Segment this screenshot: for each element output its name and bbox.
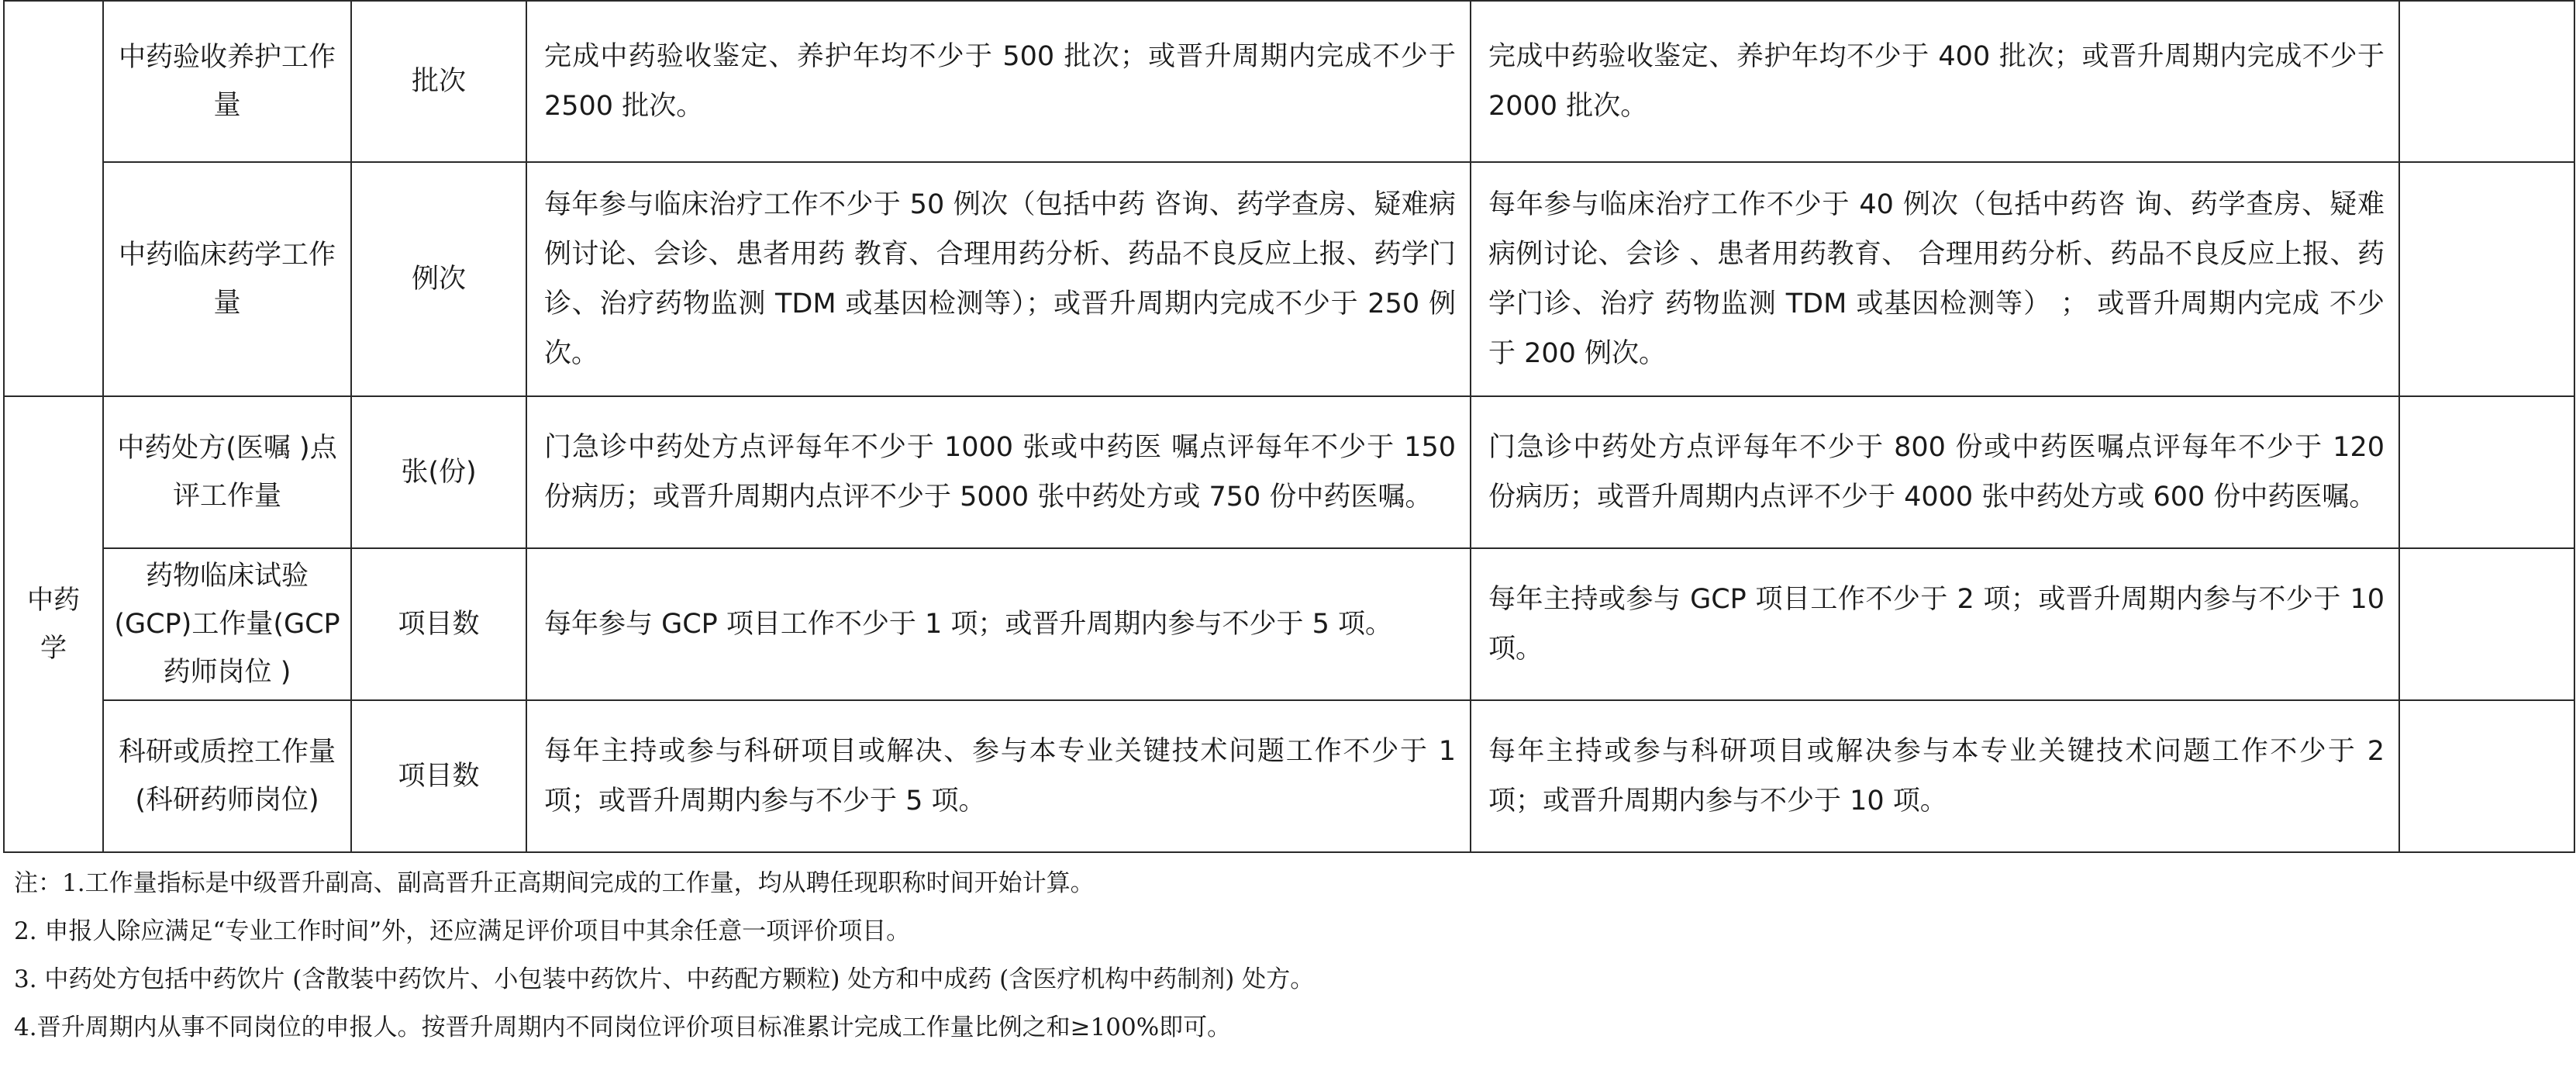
deputy-requirement-cell: 每年参与临床治疗工作不少于 40 例次（包括中药咨 询、药学查房、疑难病例讨论、会诊 、患者用药教育、 合理用药分析、药品不良反应上报、药学门诊、治疗 药物监测 TDM 或基因检测等） ； 或晋升周期内完成 不少于 200 例次。 bbox=[1471, 162, 2399, 396]
senior-requirement-cell: 每年参与 GCP 项目工作不少于 1 项；或晋升周期内参与不少于 5 项。 bbox=[526, 548, 1471, 700]
deputy-requirement-cell: 每年主持或参与 GCP 项目工作不少于 2 项；或晋升周期内参与不少于 10 项。 bbox=[1471, 548, 2399, 700]
senior-requirement-cell: 每年主持或参与科研项目或解决、参与本专业关键技术问题工作不少于 1 项；或晋升周期内参与不少于 5 项。 bbox=[526, 700, 1471, 852]
footnote-1: 注：1.工作量指标是中级晋升副高、副高晋升正高期间完成的工作量，均从聘任现职称时间开始计算。 bbox=[14, 869, 1095, 897]
remark-cell bbox=[2399, 396, 2574, 548]
item-cell: 中药处方(医嘱 )点评工作量 bbox=[103, 396, 351, 548]
footnote-2: 2. 申报人除应满足“专业工作时间”外，还应满足评价项目中其余任意一项评价项目。 bbox=[14, 917, 911, 945]
item-cell: 药物临床试验(GCP)工作量(GCP 药师岗位 ) bbox=[103, 548, 351, 700]
deputy-requirement-cell: 每年主持或参与科研项目或解决参与本专业关键技术问题工作不少于 2 项；或晋升周期内参与不少于 10 项。 bbox=[1471, 700, 2399, 852]
item-cell: 中药临床药学工作量 bbox=[103, 162, 351, 396]
footnote-3: 3. 中药处方包括中药饮片 (含散装中药饮片、小包装中药饮片、中药配方颗粒) 处方和中成药 (含医疗机构中药制剂) 处方。 bbox=[14, 965, 1315, 993]
senior-requirement-cell: 门急诊中药处方点评每年不少于 1000 张或中药医 嘱点评每年不少于 150 份病历；或晋升周期内点评不少于 5000 张中药处方或 750 份中药医嘱。 bbox=[526, 396, 1471, 548]
table-row bbox=[4, 396, 2574, 548]
unit-cell: 批次 bbox=[351, 1, 526, 162]
unit-cell: 例次 bbox=[351, 162, 526, 396]
item-cell: 中药验收养护工作量 bbox=[103, 1, 351, 162]
category-label: 中药学 bbox=[27, 585, 80, 664]
unit-cell: 项目数 bbox=[351, 548, 526, 700]
remark-cell bbox=[2399, 162, 2574, 396]
unit-cell: 张(份) bbox=[351, 396, 526, 548]
deputy-requirement-cell: 完成中药验收鉴定、养护年均不少于 400 批次；或晋升周期内完成不少于 2000 批次。 bbox=[1471, 1, 2399, 162]
workload-table bbox=[3, 0, 2575, 853]
remark-cell bbox=[2399, 1, 2574, 162]
table-row bbox=[4, 548, 2574, 700]
table-row bbox=[4, 162, 2574, 396]
footnotes bbox=[14, 859, 1314, 1051]
deputy-requirement-cell: 门急诊中药处方点评每年不少于 800 份或中药医嘱点评每年不少于 120 份病历；或晋升周期内点评不少于 4000 张中药处方或 600 份中药医嘱。 bbox=[1471, 396, 2399, 548]
senior-requirement-cell: 每年参与临床治疗工作不少于 50 例次（包括中药 咨询、药学查房、疑难病例讨论、会诊、患者用药 教育、合理用药分析、药品不良反应上报、药学门诊、治疗药物监测 TDM 或基因检测等）；或晋升周期内完成不少于 250 例次。 bbox=[526, 162, 1471, 396]
unit-cell: 项目数 bbox=[351, 700, 526, 852]
remark-cell bbox=[2399, 548, 2574, 700]
footnote-4: 4.晋升周期内从事不同岗位的申报人。按晋升周期内不同岗位评价项目标准累计完成工作量比例之和≥100%即可。 bbox=[14, 1013, 1232, 1041]
remark-cell bbox=[2399, 700, 2574, 852]
table-row bbox=[4, 700, 2574, 852]
item-cell: 科研或质控工作量(科研药师岗位) bbox=[103, 700, 351, 852]
category-cell bbox=[4, 396, 103, 852]
senior-requirement-cell: 完成中药验收鉴定、养护年均不少于 500 批次；或晋升周期内完成不少于 2500 批次。 bbox=[526, 1, 1471, 162]
table-row bbox=[4, 1, 2574, 162]
category-cell-blank bbox=[4, 1, 103, 396]
workload-table-section bbox=[3, 0, 2574, 853]
